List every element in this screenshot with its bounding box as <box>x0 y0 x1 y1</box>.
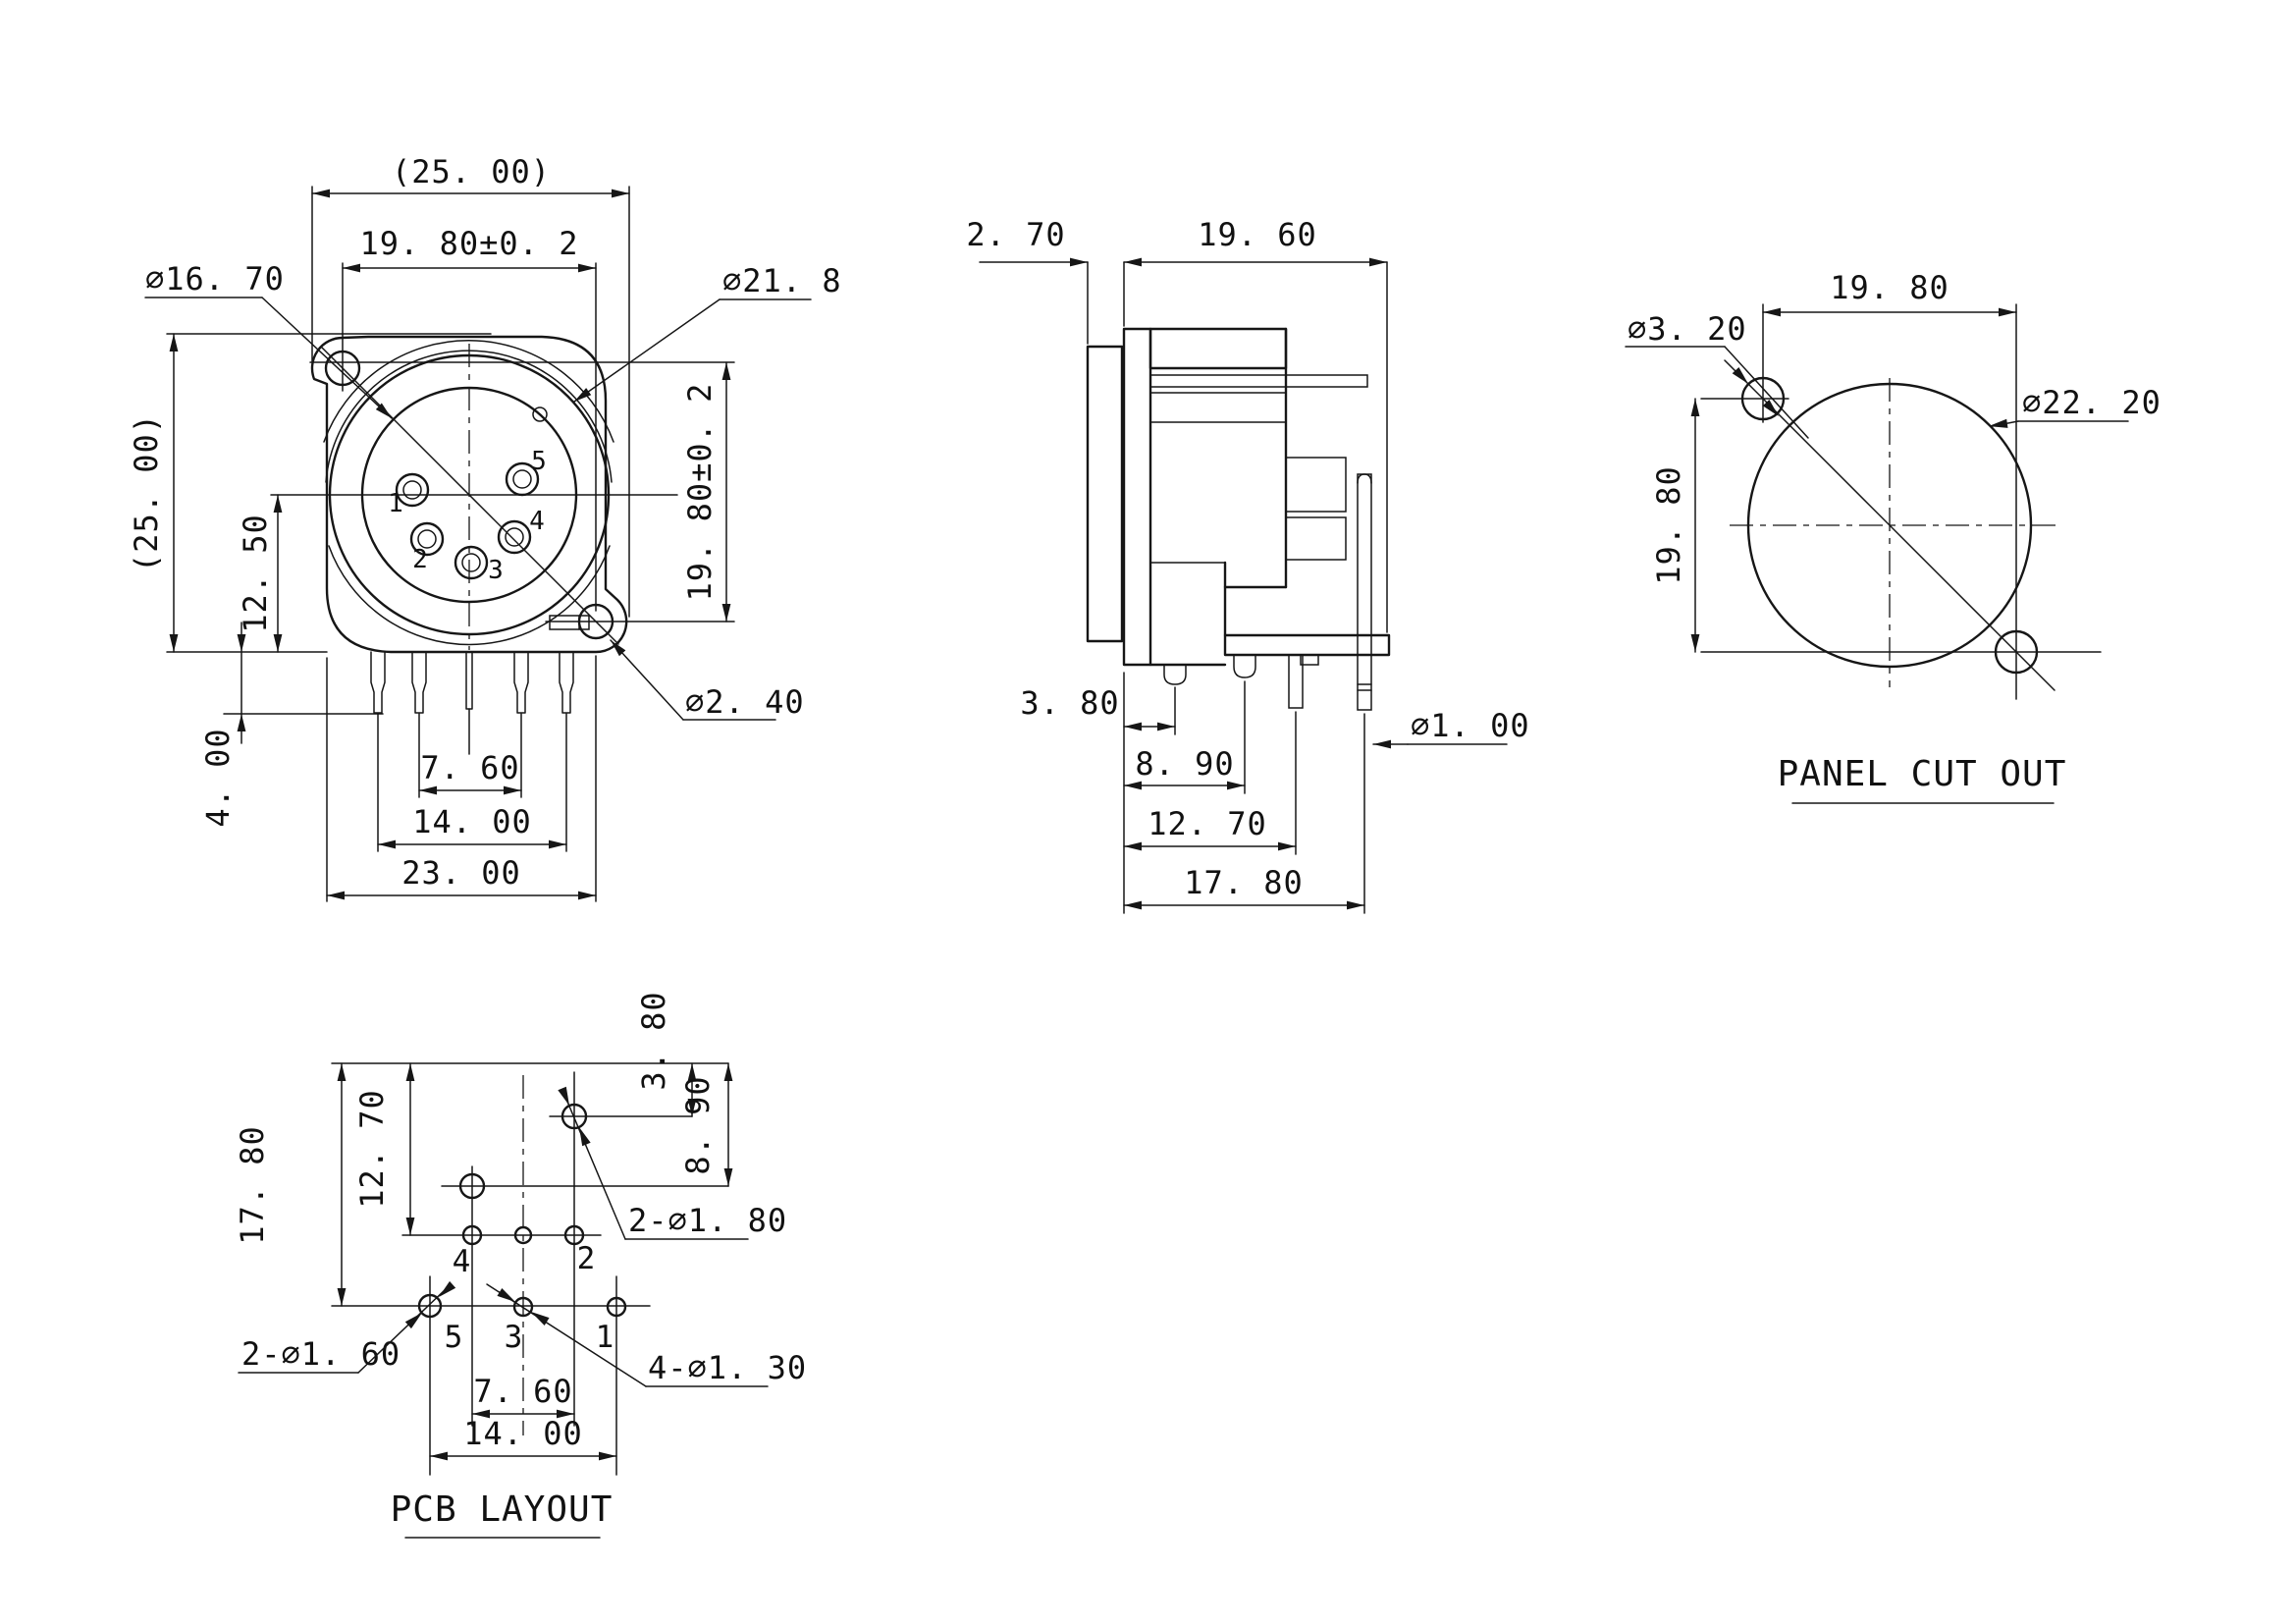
dim-hole-spacing-v: 19. 80±0. 2 <box>681 382 719 602</box>
dim-body-width: 23. 00 <box>401 854 521 892</box>
dim-shell-diameter: ∅21. 8 <box>722 262 842 299</box>
dim-inner-pin-span: 7. 60 <box>420 749 520 786</box>
solder-tabs <box>371 652 573 713</box>
pcb-pin-number-4: 4 <box>452 1244 471 1279</box>
dim-pin-diameter: ∅1. 00 <box>1411 707 1530 744</box>
contact-block-lower <box>1286 517 1346 560</box>
base-plate <box>1225 635 1389 655</box>
pcb-pin-number-5: 5 <box>444 1320 463 1355</box>
dim-outer-pin-span: 14. 00 <box>412 803 532 840</box>
dim-pin-row2-offset: 17. 80 <box>1184 864 1304 901</box>
callout-pin-holes: 4-∅1. 30 <box>648 1349 808 1386</box>
dim-ground-tab-diameter: ∅2. 40 <box>685 683 805 721</box>
callout-post-holes: 2-∅1. 80 <box>628 1202 788 1239</box>
dim-pin-protrusion: 4. 00 <box>199 728 237 828</box>
dim-pcb-post2: 8. 90 <box>679 1075 717 1175</box>
dim-cutout-diameter: ∅22. 20 <box>2022 384 2162 421</box>
pcb-layout-title: PCB LAYOUT <box>390 1489 614 1530</box>
pcb-pin-number-1: 1 <box>595 1320 614 1355</box>
post-1 <box>1164 665 1186 684</box>
dim-pcb-row2: 17. 80 <box>234 1125 271 1245</box>
bent-pin <box>1358 474 1371 710</box>
pcb-layout-view <box>234 991 807 1538</box>
pin-number-2: 2 <box>412 545 428 574</box>
pin-number-3: 3 <box>488 556 504 585</box>
dim-pcb-inner-span: 7. 60 <box>473 1373 573 1410</box>
pin-number-5: 5 <box>531 447 547 476</box>
panel-dimensions <box>1626 269 2162 652</box>
dim-pcb-post1: 3. 80 <box>635 991 672 1091</box>
dim-panel-hole-offset-h: 19. 80 <box>1830 269 1949 306</box>
post-2 <box>1234 655 1255 677</box>
pcb-pin-number-2: 2 <box>576 1241 596 1276</box>
dim-overall-width: (25. 00) <box>391 153 552 190</box>
housing-top-block <box>1150 329 1286 368</box>
dim-pin-row1-offset: 12. 70 <box>1148 805 1267 842</box>
dim-overall-height: (25. 00) <box>128 412 165 573</box>
callout-large-holes: 2-∅1. 60 <box>241 1335 401 1373</box>
dim-center-to-bottom: 12. 50 <box>237 514 274 633</box>
dim-post2-offset: 8. 90 <box>1135 745 1235 783</box>
side-view <box>966 216 1529 913</box>
dim-panel-hole-offset-v: 19. 80 <box>1650 465 1687 585</box>
contact-block-upper <box>1286 458 1346 512</box>
panel-cutout-title: PANEL CUT OUT <box>1777 754 2067 794</box>
pin-number-4: 4 <box>529 507 545 536</box>
dim-pcb-outer-span: 14. 00 <box>463 1415 583 1452</box>
housing-front <box>1124 329 1150 665</box>
front-view <box>128 153 842 901</box>
dim-body-depth: 19. 60 <box>1198 216 1317 253</box>
pin-number-1: 1 <box>388 489 403 518</box>
panel-cutout-view <box>1626 269 2162 803</box>
pcb-grid-lines <box>332 1063 728 1475</box>
flange-plate <box>1088 347 1122 641</box>
dim-panel-mount-hole-diameter: ∅3. 20 <box>1628 310 1747 348</box>
dim-post1-offset: 3. 80 <box>1020 684 1120 722</box>
dim-insert-diameter: ∅16. 70 <box>145 260 285 298</box>
center-lines <box>271 344 734 650</box>
dim-pcb-row1: 12. 70 <box>353 1089 391 1209</box>
pcb-pin-number-3: 3 <box>504 1320 523 1355</box>
side-dimensions <box>966 216 1529 913</box>
dim-flange-thickness: 2. 70 <box>966 216 1066 253</box>
dim-hole-spacing-h: 19. 80±0. 2 <box>359 225 579 262</box>
dimensions <box>128 153 842 901</box>
ground-solder-tab <box>1286 375 1367 387</box>
